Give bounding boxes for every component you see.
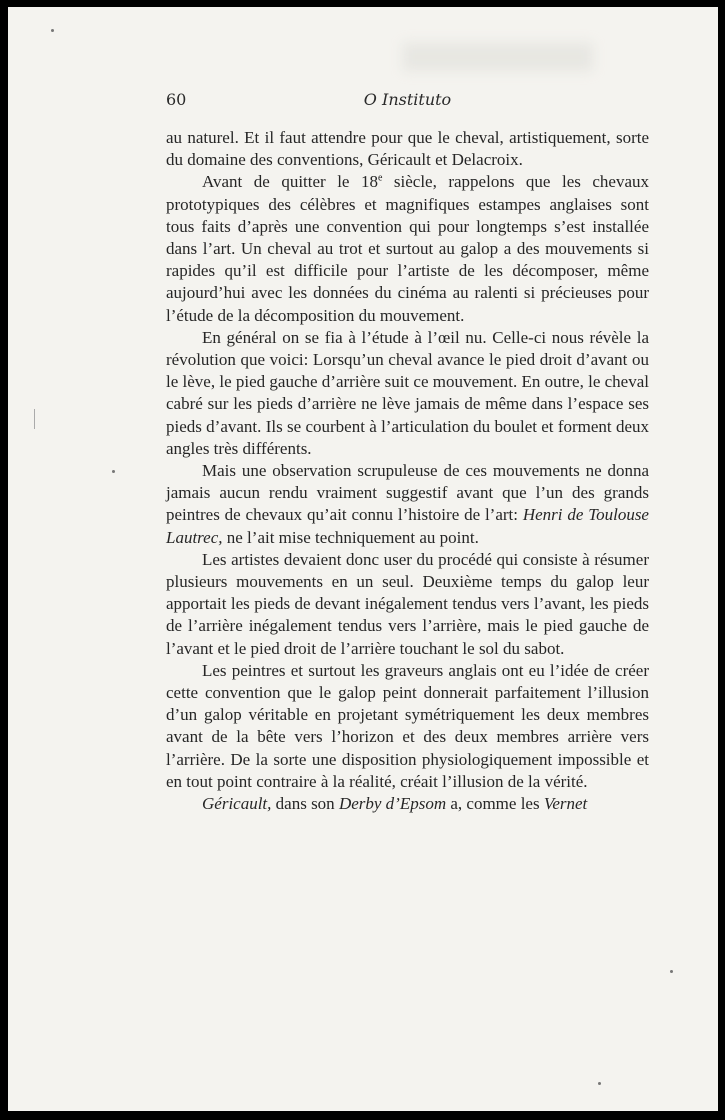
paragraph-5-text: Les artistes devaient donc user du procédé qui consiste à résumer plusieurs mouvements en un seul. Deuxième temps du galop leur apportait les pieds de devant inégalement tendus vers l’avant, les pieds de l’arrière inégalement tendus vers l’arrière, mais le pied gauche de l’avant et le pied droit de l’arrière touchant le sol du sabot.: [166, 549, 649, 658]
paragraph-7-name-gericault: Géricault,: [202, 794, 272, 814]
paragraph-1: [166, 127, 649, 171]
body-text: [166, 127, 649, 815]
paragraph-6: [166, 660, 649, 793]
paragraph-6-text: Les peintres et surtout les graveurs anglais ont eu l’idée de créer cette convention que le galop peint donnerait parfaitement l’illusion d’un galop véritable en projetant symétriquement les deux membres avant de la bête vers l’horizon et des deux membres arrière vers l’arrière. De la sorte une disposition physiologiquement impossible et en tout point contraire à la réalité, créait l’illusion de la vérité.: [166, 660, 649, 791]
dust-speck: [112, 470, 115, 473]
page-number: 60: [166, 90, 187, 109]
paragraph-2: [166, 171, 649, 326]
running-title: O Instituto: [363, 90, 452, 109]
paragraph-3-text: En général on se fia à l’étude à l’œil nu. Celle-ci nous révèle la révolution que voici: Lorsqu’un cheval avance le pied droit d’avant ou le lève, le pied gauche d’arrière suit ce mouvement. En outre, le cheval cabré sur les pieds d’arrière ne lève jamais de même dans l’espace ses pieds d’avant. Ils se courbent à l’articulation du boulet et forment deux angles très différents.: [166, 327, 649, 458]
paragraph-7-text-2: a, comme les: [446, 794, 544, 814]
paragraph-4-artist-name: Henri de Toulouse Lautrec,: [166, 505, 649, 547]
scan-scratch: [34, 409, 35, 429]
paragraph-7-text-1: dans son: [271, 794, 339, 814]
paragraph-2-superscript: e: [377, 172, 383, 184]
paragraph-4-rest: ne l’ait mise techniquement au point.: [222, 527, 479, 547]
paragraph-7: [166, 793, 649, 815]
scanned-page: [8, 7, 718, 1111]
paragraph-1-text: au naturel. Et il faut attendre pour que le cheval, artistiquement, sorte du domaine des conventions, Géricault et Delacroix.: [166, 128, 649, 170]
paper-smudge: [403, 43, 593, 71]
paragraph-2-lead: Avant de quitter le 18: [202, 172, 378, 192]
paragraph-4: [166, 460, 649, 549]
paragraph-7-name-vernet: Vernet: [543, 794, 588, 814]
page-header: [166, 90, 649, 116]
paragraph-7-work-title: Derby d’Epsom: [338, 794, 447, 814]
paragraph-4-lead: Mais une observation scrupuleuse de ces mouvements ne donna jamais aucun rendu vraiment suggestif avant que l’un des grands peintres de chevaux qu’ait connu l’histoire de l’art:: [166, 461, 649, 525]
dust-speck: [598, 1082, 601, 1085]
dust-speck: [51, 29, 54, 32]
paragraph-5: [166, 549, 649, 660]
dust-speck: [670, 970, 673, 973]
paragraph-2-rest: siècle, rappelons que les chevaux prototypiques des célèbres et magnifiques estampes anglaises sont tous faits d’après une convention qui pour longtemps s’est installée dans l’art. Un cheval au trot et surtout au galop a des mouvements si rapides qu’il est difficile pour l’artiste de les décomposer, même aujourd’hui avec les données du cinéma au ralenti si précieuses pour l’étude de la décomposition du mouvement.: [166, 172, 649, 325]
paragraph-3: [166, 327, 649, 460]
